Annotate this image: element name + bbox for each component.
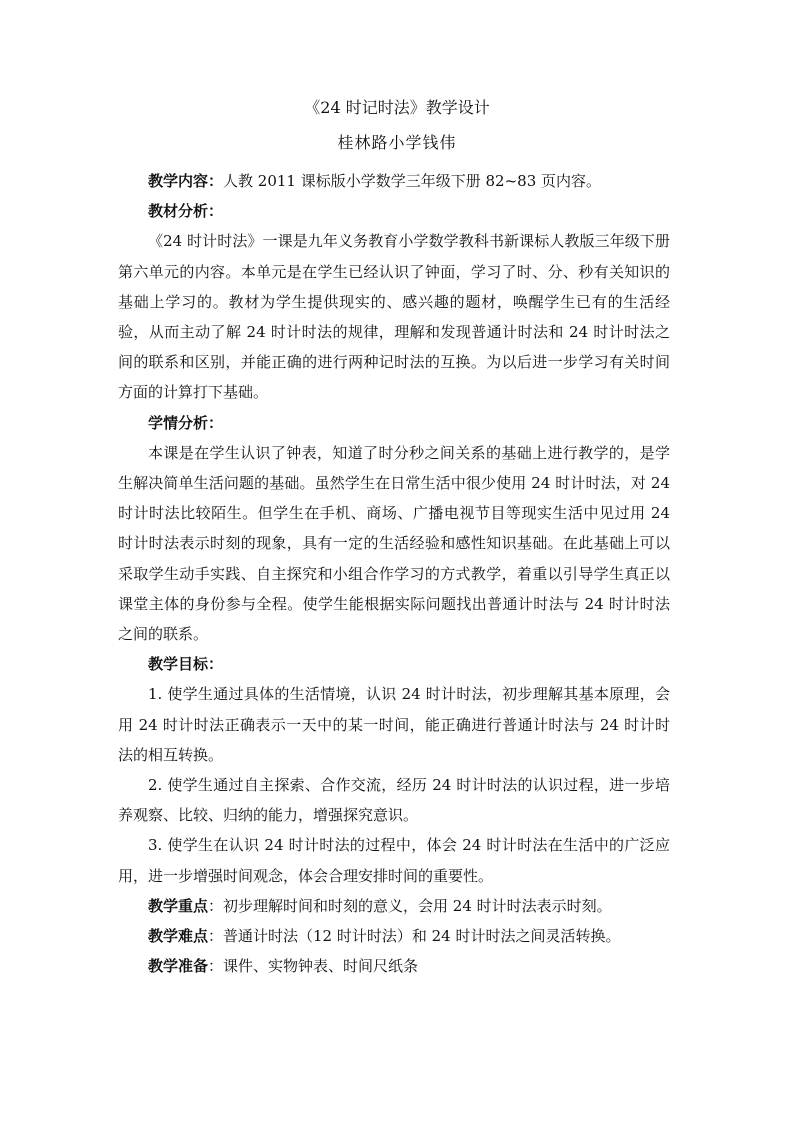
student-analysis-text: 本课是在学生认识了钟表，知道了时分秒之间关系的基础上进行教学的，是学生解决简单生活问题的基础。虽然学生在日常生活中很少使用 24 时计时法，对 24 时计时法比较陌生。但学生在手机、商场、广播电视节目等现实生活中见过用 24 时计时法表示时刻的现象，具有一定的生活经验和感性知识基础。在此基础上可以采取学生动手实践、自主探究和小组合作学习的方式教学，着重以引导学生真正以课堂主体的身份参与全程。使学生能根据实际问题找出普通计时法与 24 时计时法之间的联系。 xyxy=(118,443,670,644)
key-point xyxy=(118,891,670,921)
teaching-goals-heading xyxy=(118,649,670,679)
goal-item-3: 3. 使学生在认识 24 时计时法的过程中，体会 24 时计时法在生活中的广泛应用，进一步增强时间观念，体会合理安排时间的重要性。 xyxy=(118,836,670,885)
difficulty-label: 教学难点 xyxy=(148,927,209,946)
preparation-text: ：课件、实物钟表、时间尺纸条 xyxy=(208,957,419,976)
teaching-content xyxy=(118,166,670,196)
student-analysis-heading xyxy=(118,408,670,438)
goal-item-1: 1. 使学生通过具体的生活情境，认识 24 时计时法，初步理解其基本原理，会用 24 时计时法正确表示一天中的某一时间，能正确进行普通计时法与 24 时计时法的相互转换。 xyxy=(118,685,670,764)
goal-item-2: 2. 使学生通过自主探索、合作交流，经历 24 时计时法的认识过程，进一步培养观察、比较、归纳的能力，增强探究意识。 xyxy=(118,776,670,825)
document-title: 《24 时记时法》教学设计 xyxy=(304,98,490,117)
preparation xyxy=(118,951,670,981)
preparation-label: 教学准备 xyxy=(148,957,209,976)
material-analysis-heading xyxy=(118,196,670,226)
key-point-text: ：初步理解时间和时刻的意义，会用 24 时计时法表示时刻。 xyxy=(208,896,612,915)
difficulty-text: ：普通计时法（12 时计时法）和 24 时计时法之间灵活转换。 xyxy=(208,927,621,946)
document-author: 桂林路小学钱伟 xyxy=(337,133,457,152)
teaching-goals-label: 教学目标： xyxy=(148,655,224,674)
student-analysis-label: 学情分析： xyxy=(148,413,224,432)
difficulty xyxy=(118,921,670,951)
document-body xyxy=(118,166,670,981)
material-analysis-label: 教材分析： xyxy=(148,202,224,221)
teaching-content-text: 人教 2011 课标版小学数学三年级下册 82~83 页内容。 xyxy=(223,172,602,190)
material-analysis-text: 《24 时计时法》一课是九年义务教育小学数学教科书新课标人教版三年级下册第六单元的内容。本单元是在学生已经认识了钟面，学习了时、分、秒有关知识的基础上学习的。教材为学生提供现实的、感兴趣的题材，唤醒学生已有的生活经验，从而主动了解 24 时计时法的规律，理解和发现普通计时法和 24 时计时法之间的联系和区别，并能正确的进行两种记时法的互换。为以后进一步学习有关时间方面的计算打下基础。 xyxy=(118,232,670,402)
teaching-content-label: 教学内容： xyxy=(148,172,224,190)
key-point-label: 教学重点 xyxy=(148,896,209,915)
